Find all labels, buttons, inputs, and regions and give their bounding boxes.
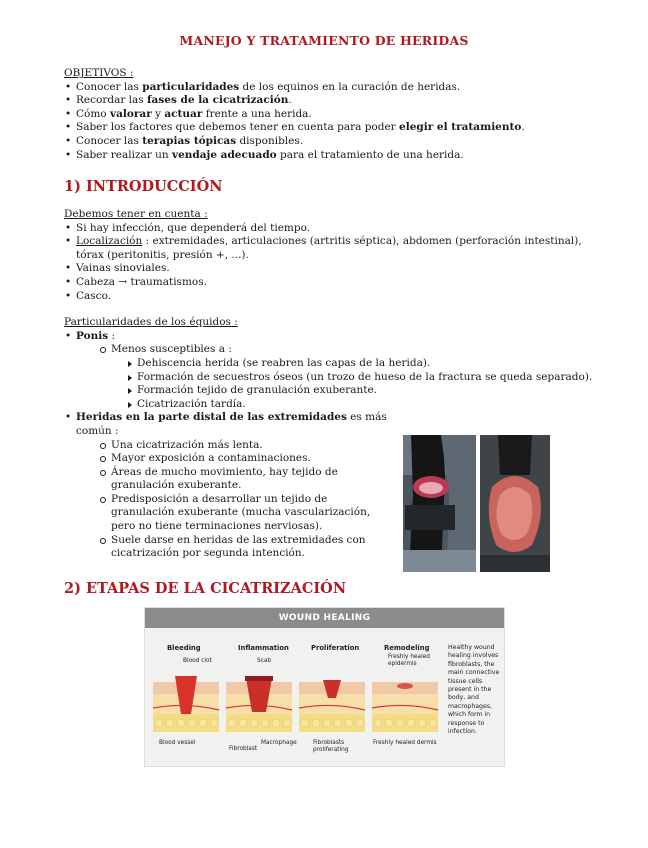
list-item: Predisposición a desarrollar un tejido de granulación exuberante (mucha vascularización, pero no tiene terminaciones nerviosas). xyxy=(100,493,394,534)
list-item: Mayor exposición a contaminaciones. xyxy=(100,452,394,466)
label-freshly-healed-epidermis: Freshly healed epidermis xyxy=(388,654,430,667)
list-item: Dehiscencia herida (se reabren las capas de la herida). xyxy=(127,357,604,371)
list-item: • Recordar las fases de la cicatrización. xyxy=(64,94,604,108)
wound-photo-left xyxy=(403,435,476,572)
list-item: Áreas de mucho movimiento, hay tejido de granulación exuberante. xyxy=(100,466,394,493)
list-item: Formación tejido de granulación exuberante. xyxy=(127,384,604,398)
list-item: • Casco. xyxy=(64,290,604,304)
wound-photo-right xyxy=(480,435,550,572)
list-item: Cicatrización tardía. xyxy=(127,398,604,412)
section-heading-introduccion: 1) INTRODUCCIÓN xyxy=(64,178,223,195)
skin-layers-illustration xyxy=(153,672,443,736)
section-heading-etapas: 2) ETAPAS DE LA CICATRIZACIÓN xyxy=(64,580,347,597)
stage-panel-3 xyxy=(299,680,365,732)
stage-label-bleeding: Bleeding xyxy=(167,644,201,652)
label-macrophage: Macrophage xyxy=(261,740,297,746)
intro-label: Debemos tener en cuenta : xyxy=(64,208,208,220)
list-item: • Conocer las particularidades de los equinos en la curación de heridas. xyxy=(64,81,604,95)
list-item: • Ponis : Menos susceptibles a : Dehiscencia herida (se reabren las capas de la herida). Formación de secuestros óseos (un trozo de hueso de la fractura se queda separado). Formación tejido de granulación exuberante. Cicatrización tardía. xyxy=(64,330,604,412)
objetivos-list xyxy=(64,81,604,163)
label-fibroblasts-proliferating: Fibroblasts proliferating xyxy=(313,740,349,753)
objetivos-section xyxy=(64,67,604,162)
list-item: Formación de secuestros óseos (un trozo de hueso de la fractura se queda separado). xyxy=(127,371,604,385)
list-item: Una cicatrización más lenta. xyxy=(100,439,394,453)
ponis-label: Ponis xyxy=(76,329,109,342)
list-item: • Vainas sinoviales. xyxy=(64,262,604,276)
stage-label-proliferation: Proliferation xyxy=(311,644,360,652)
objetivos-label: OBJETIVOS : xyxy=(64,67,134,79)
stage-panel-1 xyxy=(153,676,219,732)
label-blood-vessel: Blood vessel xyxy=(159,740,196,746)
distal-label: Heridas en la parte distal de las extremidades xyxy=(76,411,347,424)
list-item: Suele darse en heridas de las extremidades con cicatrización por segunda intención. xyxy=(100,534,394,561)
list-item: Menos susceptibles a : Dehiscencia herida (se reabren las capas de la herida). Formación de secuestros óseos (un trozo de hueso de la fractura se queda separado). Formación tejido de granulación exuberante. Cicatrización tardía. xyxy=(100,343,604,411)
list-item: • Saber los factores que debemos tener en cuenta para poder elegir el tratamiento. xyxy=(64,121,604,135)
label-blood-clot: Blood clot xyxy=(183,658,212,664)
list-item: • Cómo valorar y actuar frente a una herida. xyxy=(64,108,604,122)
list-item: • Conocer las terapias tópicas disponibles. xyxy=(64,135,604,149)
list-item: • Cabeza → traumatismos. xyxy=(64,276,604,290)
list-item: • Saber realizar un vendaje adecuado para el tratamiento de una herida. xyxy=(64,149,604,163)
intro-list xyxy=(64,222,604,304)
list-item: • Localización : extremidades, articulaciones (artritis séptica), abdomen (perforación intestinal), tórax (peritonitis, presión +, ...). xyxy=(64,235,604,262)
stage-label-inflammation: Inflammation xyxy=(238,644,289,652)
label-fibroblast: Fibroblast xyxy=(229,746,258,752)
page-title: MANEJO Y TRATAMIENTO DE HERIDAS xyxy=(179,33,469,48)
particularidades-label: Particularidades de los équidos : xyxy=(64,316,238,329)
label-freshly-healed-dermis: Freshly healed dermis xyxy=(373,740,437,746)
figure-header: WOUND HEALING xyxy=(145,608,504,628)
figure-side-text: Healthy wound healing involves fibroblasts, the main connective tissue cells present in the body, and macrophages, which form in response to infection. xyxy=(448,644,500,736)
stage-panel-4 xyxy=(372,682,438,732)
wound-healing-figure xyxy=(144,607,505,767)
list-item: • Si hay infección, que dependerá del tiempo. xyxy=(64,222,604,236)
label-scab: Scab xyxy=(257,658,272,664)
list-item: • Heridas en la parte distal de las extremidades es más común : Una cicatrización más lenta. Mayor exposición a contaminaciones. Áreas de mucho movimiento, hay tejido de granulación exuberante. Predisposición a desarrollar un tejido de granulación exuberante (mucha vascularización, pero no tiene terminaciones nerviosas). Suele darse en heridas de las extremidades con cicatrización por segunda intención. xyxy=(64,411,394,561)
stage-label-remodeling: Remodeling xyxy=(384,644,430,652)
stage-panel-2 xyxy=(226,676,292,732)
